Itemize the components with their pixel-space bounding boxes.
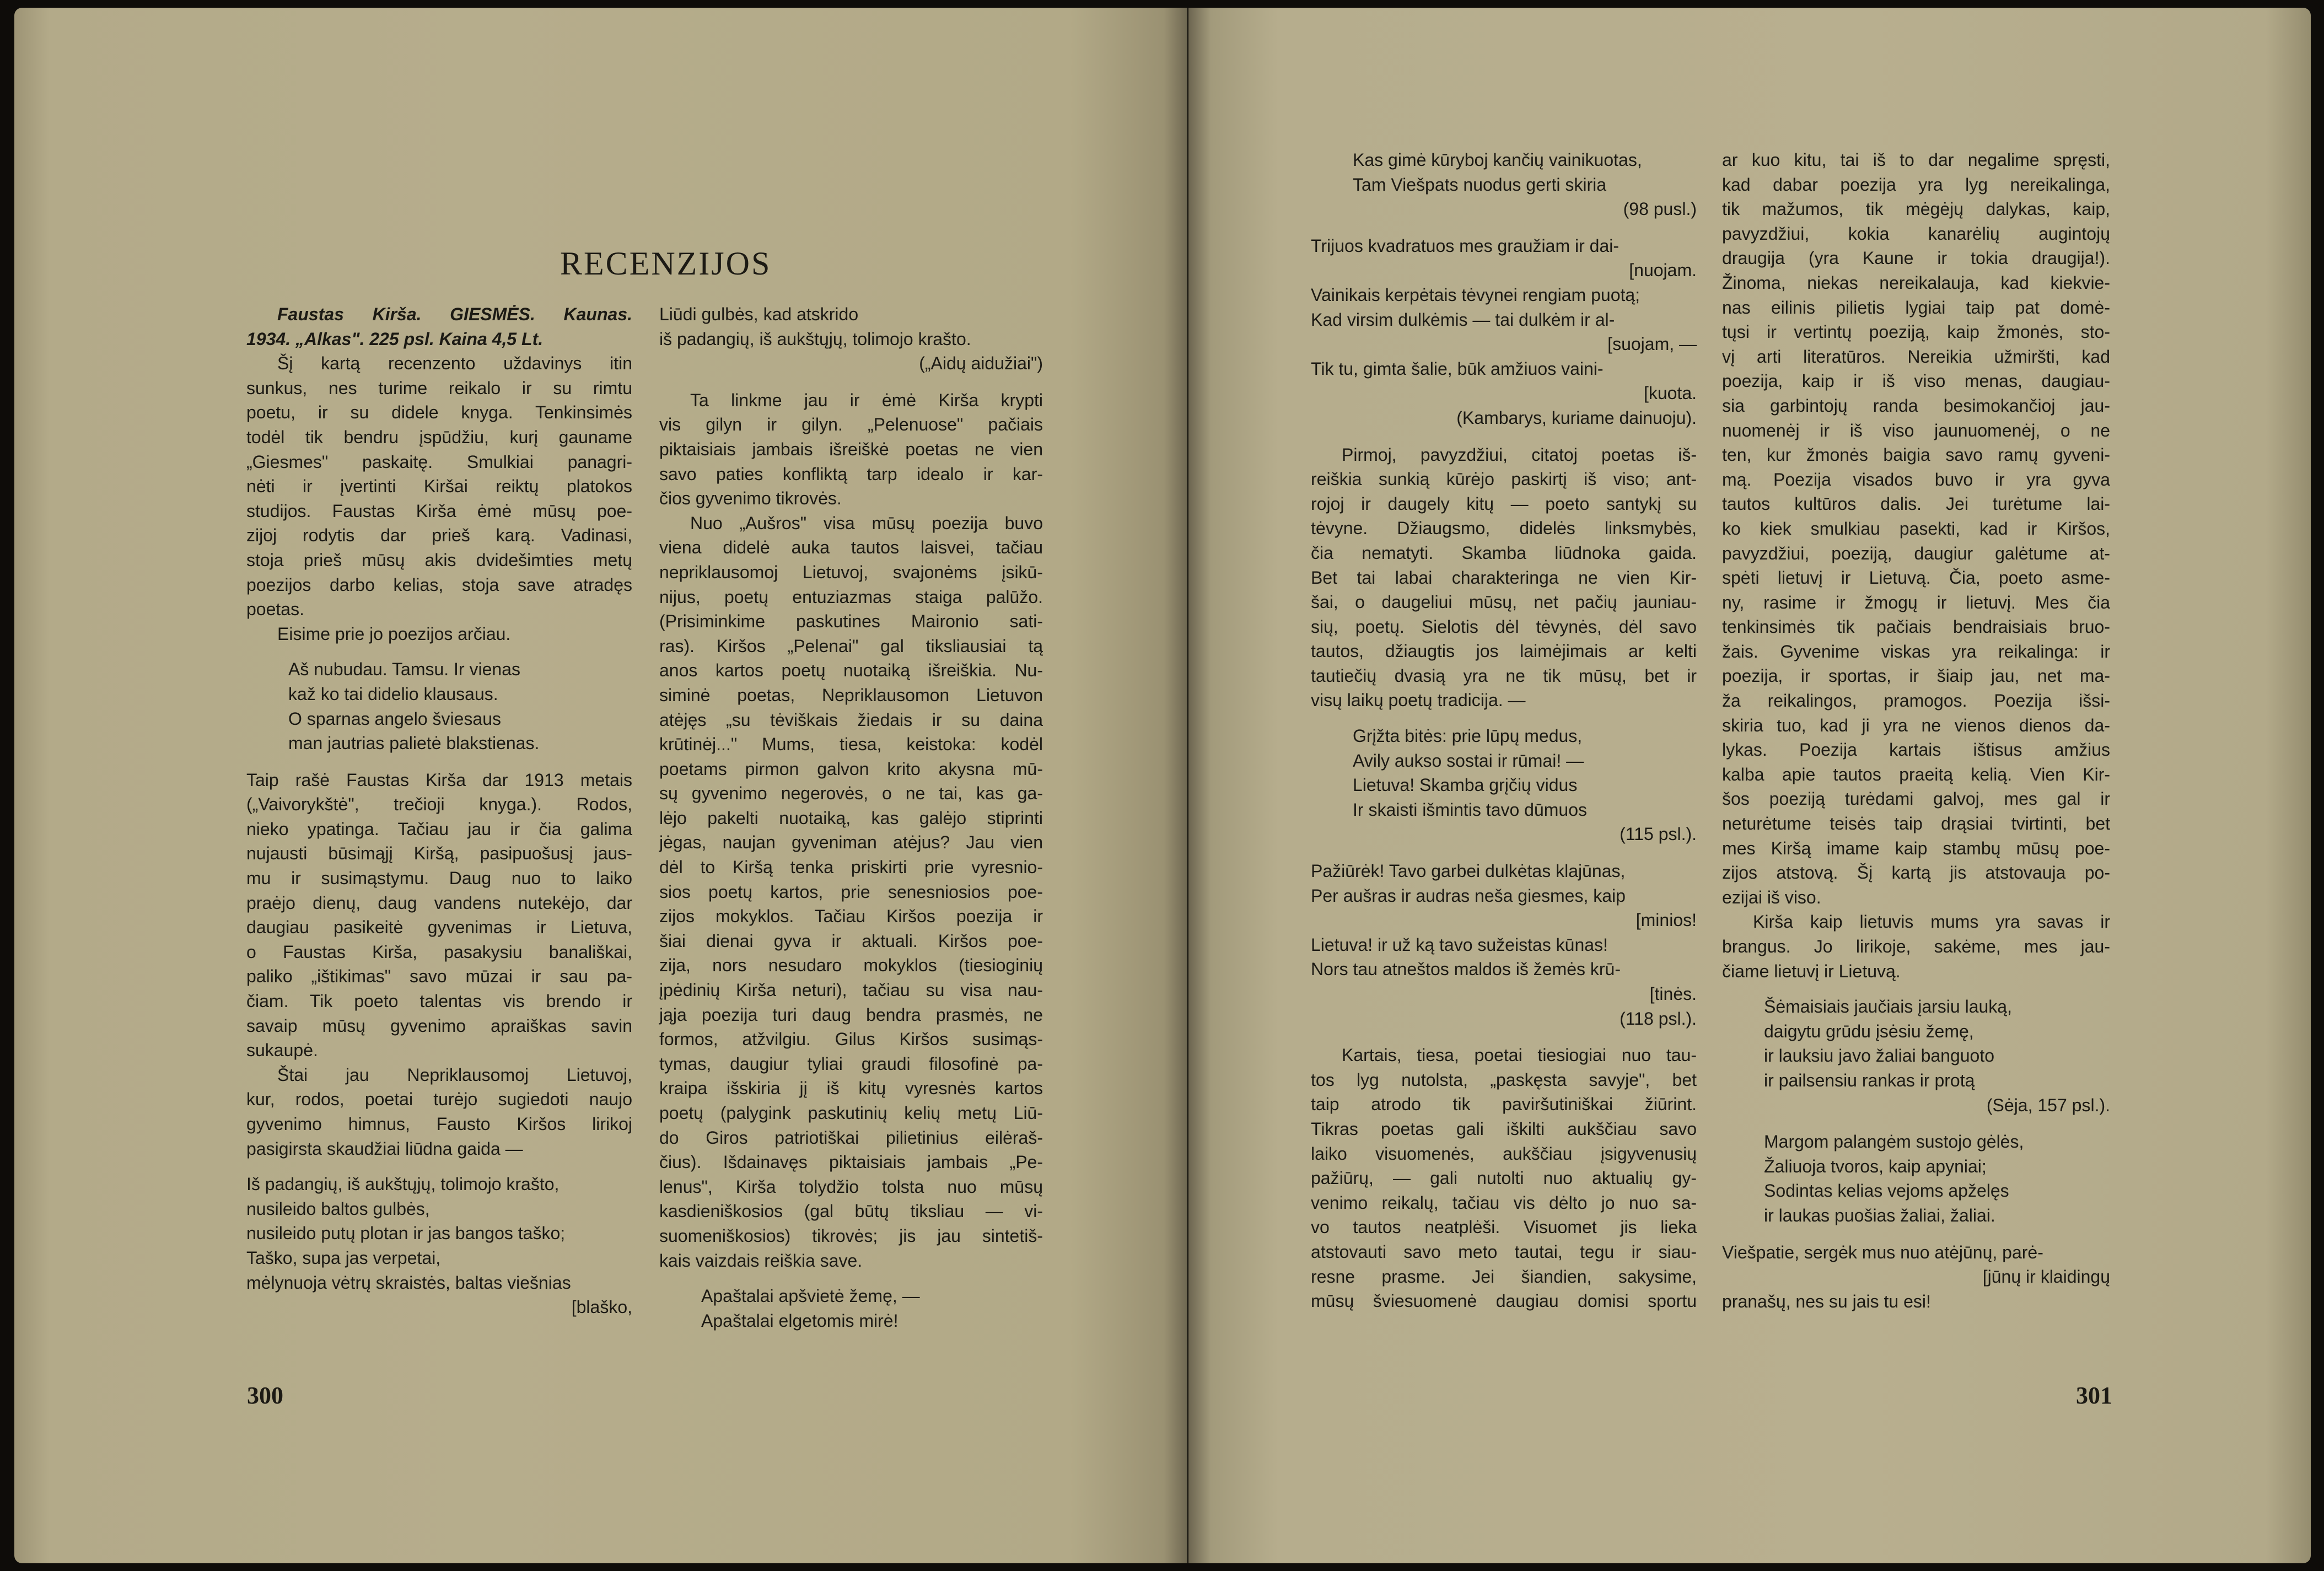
text-line: [nuojam. [1629,260,1697,281]
text-line: spėti lietuvį ir Lietuvą. Čia, poeto asme- [1722,568,2110,588]
text-line: vis gilyn ir gilyn. „Pelenuose" pačiais [659,415,1043,435]
text-line: Žinoma, niekas nereikalauja, kad kiekvie- [1722,272,2110,293]
text-line: daugiau pasikeitė gyvenimas ir Lietuva, [246,917,632,938]
text-line: čiame lietuvį ir Lietuvą. [1722,961,1901,981]
text-line: „Giesmes" paskaitę. Smulkiai panagri- [246,451,632,472]
paragraph [246,1063,632,1161]
text-line: todėl tik bendru įspūdžiu, kurį gauname [246,427,632,447]
text-line: Viešpatie, sergėk mus nuo atėjūnų, parė- [1722,1242,2043,1262]
text-line: taip atrodo tik paviršutiniškai žiūrint. [1311,1094,1697,1115]
text-line: Ta linkme jau ir ėmė Kirša krypti [690,390,1043,410]
text-line: vo tautos neatplėši. Visuomet jis lieka [1311,1217,1697,1238]
text-line: Štai jau Nepriklausomoj Lietuvoj, [277,1064,632,1085]
text-line: pažiūrų, — gali nutolti nuo aktualių gy- [1311,1168,1697,1188]
right-page-column-2 [1722,148,2110,1326]
text-line: pavyzdžiui, kokia kanarėlių augintojų [1722,223,2110,244]
text-line: [minios! [1636,910,1697,930]
text-line: kur, rodos, poetai turėjo sugiedoti naujo [246,1089,632,1110]
text-line: atėjęs „su tėviškais žiedais ir su daina [659,709,1043,730]
text-line: čiam. Tik poeto talentas vis brendo ir [246,991,632,1012]
text-line: (Kambarys, kuriame dainuoju). [1456,407,1697,428]
text-line: Liūdi gulbės, kad atskrido [659,304,859,324]
text-line: čius). Išdainavęs piktaisiais jambais „Pe- [659,1152,1043,1172]
paragraph [1311,1043,1697,1314]
text-line: poezijos darbo kelias, stoja save atradęs [246,574,632,595]
text-line: (Prisiminkime paskutines Maironio sati- [659,611,1043,632]
text-line: ras). Kiršos „Pelenai" gal tiksliausiai tą [659,636,1043,656]
text-line: [blaško, [571,1297,632,1317]
text-line: ny, rasime ir žmogų ir lietuvį. Mes čia [1722,592,2110,612]
text-line: ten, kur žmonės baigia savo ramų gyveni- [1722,445,2110,465]
text-line: čios gyvenimo tikrovės. [659,488,842,509]
text-line: Nors tau atneštos maldos iš žemės krū- [1311,959,1621,980]
text-line: („Aidų aidužiai") [919,353,1043,374]
text-line: nėti ir įvertinti Kiršai reiktų platokos [246,476,632,497]
verse-quote [1311,234,1697,431]
verse-quote [1311,724,1697,847]
verse-quote [1311,859,1697,1031]
text-line: žais. Gyvenime viskas yra reikalinga: ir [1722,641,2110,661]
text-line: Tam Viešpats nuodus gerti skiria [1353,174,1607,195]
text-line: Šį kartą recenzento uždavinys itin [277,353,632,374]
text-line: Ir skaisti išmintis tavo dūmuos [1353,799,1588,820]
paragraph [659,388,1043,511]
text-line: tymas, daugiur tyliai graudi filosofinė pa- [659,1053,1043,1074]
text-line: Tik tu, gimta šalie, būk amžiuos vaini- [1311,358,1604,379]
text-line: zija, nors nesudaro mokyklos (tiesioginių [659,955,1043,976]
text-line: jėgas, naujan gyveniman atėjus? Jau vien [659,832,1043,853]
text-line: Žaliuoja tvoros, kaip apyniai; [1764,1156,1987,1176]
text-line: ar kuo kitu, tai iš to dar negalime spręsti, [1722,150,2110,170]
text-line: 1934. „Alkas". 225 psl. Kaina 4,5 Lt. [246,329,544,349]
text-line: suomeniškosios) tikrovės; jis jau sintetiš- [659,1225,1043,1246]
text-line: mes Kiršą imame kaip stambų mūsų poe- [1722,838,2110,858]
text-line: Šėmaisiais jaučiais įarsiu lauką, [1764,997,2012,1017]
text-line: poetų (palygink paskutinių kelių metų Liū- [659,1103,1043,1123]
text-line: Avily aukso sostai ir rūmai! — [1353,750,1584,771]
text-line: mūsų šviesuomenė daugiau domisi sportu [1311,1291,1697,1311]
text-line: Iš padangių, iš aukštųjų, tolimojo krašto, [246,1174,560,1195]
text-line: ža reikalingos, pramogos. Poezija išsi- [1722,691,2110,711]
text-line: stoja prieš mūsų akis dvidešimties metų [246,550,632,570]
text-line: pasigirsta skaudžiai liūdna gaida — [246,1138,523,1159]
text-line: nas eilinis pilietis lygiai taip pat domė- [1722,297,2110,318]
text-line: kais vaizdais reiškia save. [659,1250,863,1271]
text-line: siminė poetas, Nepriklausomon Lietuvon [659,685,1043,705]
text-line: kaž ko tai didelio klausaus. [288,684,498,704]
text-line: Bet tai labai charakteringa ne vien Kir- [1311,567,1697,588]
text-line: nujausti būsimąjį Kiršą, pasipuošusį jaus- [246,843,632,864]
text-line: gyvenimo himnus, Fausto Kiršos lirikoj [246,1114,632,1134]
text-line: formos, atžvilgiu. Gilus Kiršos susimąs- [659,1029,1043,1050]
text-line: poezija, kaip ir iš viso menas, daugiau- [1722,371,2110,391]
text-line: Margom palangėm sustojo gėlės, [1764,1132,2024,1152]
text-line: Tikras poetas gali iškilti aukščiau savo [1311,1118,1697,1139]
text-line: poetas. [246,599,304,620]
text-line: neturėtume teisės taip drąsiai tvirtinti, bet [1722,814,2110,834]
text-line: anos kartos poetų nuotaiką išreiškia. Nu- [659,660,1043,681]
text-line: studijos. Faustas Kirša ėmė mūsų poe- [246,501,632,521]
text-line: poetams pirmon galvon krito akysna mū- [659,758,1043,779]
text-line: paliko „ištikimas" savo mūzai ir sau pa- [246,966,632,987]
text-line: sų gyvenimo negerovės, o ne tai, kas ga- [659,783,1043,804]
text-line: čia nematyti. Skamba liūdnoka gaida. [1311,542,1697,563]
text-line: tautos, džiaugtis jos laimėjimais ar kelti [1311,641,1697,661]
text-line: lėjo pakelti nuotaiką, kas galėjo stiprinti [659,808,1043,828]
text-line: Kad virsim dulkėmis — tai dulkėm ir al- [1311,309,1615,330]
text-line: įpėdinių Kirša neturi), tačiau su visa nau- [659,980,1043,1000]
verse-quote [659,1284,1043,1333]
text-line: kad dabar poezija yra lyg nereikalinga, [1722,174,2110,195]
text-line: nieko ypatinga. Tačiau jau ir čia galima [246,819,632,839]
text-line: Kas gimė kūryboj kančių vainikuotas, [1353,150,1642,170]
text-line: iš padangių, iš aukštųjų, tolimojo krašto. [659,329,971,349]
text-line: reiškia sunkią kūrėjo paskirtį iš viso; ant- [1311,469,1697,489]
text-line: pranašų, nes su jais tu esi! [1722,1291,1931,1311]
text-line: Lietuva! ir už ką tavo sužeistas kūnas! [1311,934,1608,955]
text-line: skiria tuo, kad ji yra ne vienos dienos da- [1722,715,2110,735]
page-number-right: 301 [2076,1382,2112,1409]
right-page-column-1 [1311,148,1697,1314]
paragraph [1311,443,1697,713]
text-line: Pirmoj, pavyzdžiui, citatoj poetas iš- [1342,444,1697,465]
text-line: Vainikais kerpėtais tėvynei rengiam puotą; [1311,284,1640,305]
text-line: mą. Poezija visados buvo ir yra gyva [1722,469,2110,489]
verse-quote [1722,1240,2110,1314]
text-line: šai, o daugeliui mūsų, net pačių jauniau- [1311,592,1697,612]
paragraph [246,768,632,1063]
text-line: draugija (yra Kaune ir tokia draugija!). [1722,248,2110,268]
text-line: (118 psl.). [1620,1008,1697,1029]
text-line: zijoj rodytis dar prieš karą. Vadinasi, [246,525,632,546]
text-line: rojoj ir daugely kitų — poeto santykį su [1311,493,1697,514]
text-line: tųsi ir vertintų poeziją, kaip žmonės, sto- [1722,322,2110,342]
text-line: kraipa išskiria jį iš kitų vyresnės kartos [659,1078,1043,1099]
verse-quote [246,1172,632,1320]
text-line: sunkus, nes turime reikalo ir su rimtu [246,378,632,398]
text-line: atstovauti savo meto tautai, tegu ir siau- [1311,1241,1697,1262]
text-line: sukaupė. [246,1040,318,1061]
text-line: krūtinėj..." Mums, tiesa, keistoka: kodėl [659,734,1043,755]
text-line: [jūnų ir klaidingų [1982,1267,2110,1287]
text-line: zijos atstovą. Šį kartą jis atstovauja po- [1722,863,2110,883]
text-line: šiai dienai gyva ir aktuali. Kiršos poe- [659,930,1043,951]
text-line: Apaštalai apšvietė žemę, — [701,1286,920,1306]
verse-quote [1722,1129,2110,1228]
verse-quote [1722,994,2110,1117]
text-line: savaip mūsų gyvenimo apraiškas savin [246,1015,632,1036]
text-line: Apaštalai elgetomis mirė! [701,1310,899,1331]
text-line: tautos kultūros dalis. Jei turėtume lai- [1722,494,2110,514]
paragraph [1722,910,2110,983]
verse-quote [1311,148,1697,222]
paragraph [246,622,632,647]
text-line: Kirša kaip lietuvis mums yra savas ir [1753,912,2110,932]
text-line: tenkinsimės tik pačiais bendraisiais bruo- [1722,617,2110,637]
text-line: Pažiūrėk! Tavo garbei dulkėtas klajūnas, [1311,861,1626,881]
text-line: O sparnas angelo šviesaus [288,708,501,729]
text-line: sia garbintojų randa besimokančioj jau- [1722,395,2110,416]
verse-quote [246,657,632,755]
text-line: Taško, supa jas verpetai, [246,1247,441,1268]
text-line: zijos mokyklos. Tačiau Kiršos poezija ir [659,906,1043,927]
text-line: tos lyg nutolsta, „paskęsta savyje", bet [1311,1069,1697,1090]
text-line: šos poeziją turėdami galvoj, mes gal ir [1722,789,2110,809]
text-line: pavyzdžiui, poeziją, daugiur galėtume at- [1722,543,2110,563]
text-line: lenus", Kirša tolydžio tolsta nuo mūsų [659,1176,1043,1197]
text-line: do Giros patriotiškai pilietinius eilėraš- [659,1127,1043,1148]
text-line: nuomenėj ir iš viso jaunuomenėj, o ne [1722,420,2110,440]
text-line: poetu, ir su didele knyga. Tenkinsimės [246,402,632,423]
text-line: nijus, poetų entuziazmas staiga palūžo. [659,587,1043,607]
text-line: kalba apie tautos praeitą kelią. Vien Kir- [1722,764,2110,784]
text-line: („Vaivorykštė", trečioji knyga.). Rodos, [246,794,632,815]
text-line: nusileido putų plotan ir jas bangos taško; [246,1223,566,1244]
page-number-left: 300 [247,1382,283,1409]
section-title: RECENZIJOS [560,245,772,282]
text-line: (115 psl.). [1620,824,1697,844]
text-line: ezijai iš viso. [1722,887,1821,907]
text-line: nusileido baltos gulbės, [246,1198,430,1219]
paragraph [246,351,632,622]
text-line: Lietuva! Skamba grįčių vidus [1353,775,1578,795]
text-line: savo paties konfliktą tarp idealo ir kar- [659,464,1043,484]
text-line: praėjo dienų, daug vandens nutekėjo, dar [246,892,632,913]
left-page-column-2 [659,302,1043,1345]
text-line: Faustas Kirša. GIESMĖS. Kaunas. [277,304,632,324]
text-line: Sodintas kelias vejoms apželęs [1764,1181,2009,1201]
text-line: brangus. Jo lirikoje, sakėme, mes jau- [1722,937,2110,956]
text-line: mėlynuoja vėtrų skraistės, baltas viešnias [246,1272,571,1293]
text-line: (Sėja, 157 psl.). [1986,1095,2110,1115]
text-line: viena didelė auka tautos laisvei, tačiau [659,537,1043,558]
text-line: tėvyne. Džiaugsmo, didelės linksmybės, [1311,518,1697,539]
text-line: Trijuos kvadratuos mes graužiam ir dai- [1311,235,1619,256]
text-line: lykas. Poezija kartais ištisus amžius [1722,740,2110,760]
verse-quote [659,302,1043,376]
text-line: sios poetų kartos, prie senesniosios poe- [659,881,1043,902]
text-line: Nuo „Aušros" visa mūsų poezija buvo [690,513,1043,533]
review-heading [246,302,632,351]
text-line: vį arti literatūros. Nereikia užmiršti, kad [1722,346,2110,367]
text-line: (98 pusl.) [1623,199,1697,219]
text-line: tautiečių dvasią yra ne tik mūsų, bet ir [1311,665,1697,686]
text-line: ir laukas puošias žaliai, žaliai. [1764,1205,1995,1225]
text-line: Per aušras ir audras neša giesmes, kaip [1311,885,1626,906]
text-line: man jautrias palietė blakstienas. [288,733,540,754]
text-line: Aš nubudau. Tamsu. Ir vienas [288,659,520,680]
left-page-column-1 [246,302,632,1332]
text-line: Taip rašė Faustas Kirša dar 1913 metais [246,770,632,790]
text-line: ir pailsensiu rankas ir protą [1764,1070,1975,1090]
text-line: piktaisiais jambais išreiškė poetas ne vien [659,439,1043,459]
text-line: Grįžta bitės: prie lūpų medus, [1353,726,1583,746]
text-line: ir lauksiu javo žaliai banguoto [1764,1046,1995,1066]
text-line: Eisime prie jo poezijos arčiau. [277,623,511,644]
text-line: tik mažumos, tik mėgėjų dalykas, kaip, [1722,199,2110,219]
text-line: jąja poezija turi daug bendra prasmės, ne [659,1004,1043,1025]
text-line: [kuota. [1643,383,1697,403]
paragraph [1722,148,2110,910]
text-line: sių, poetų. Sielotis dėl tėvynės, dėl savo [1311,616,1697,637]
text-line: poezija, ir sportas, ir šiaip jau, net ma- [1722,666,2110,686]
text-line: ko kiek smulkiau pasekti, kad ir Kiršos, [1722,518,2110,539]
text-line: mu ir susimąstymu. Daug nuo to laiko [246,868,632,889]
paragraph [659,511,1043,1273]
text-line: o Faustas Kirša, pasakysiu banališkai, [246,941,632,962]
text-line: kasdieniškosios (gal būtų tiksliau — vi- [659,1201,1043,1222]
text-line: laiko visuomenės, aukščiau įsigyvenusių [1311,1143,1697,1164]
text-line: [suojam, — [1607,334,1697,354]
text-line: Kartais, tiesa, poetai tiesiogiai nuo tau- [1342,1045,1697,1066]
text-line: venimo reikalų, tačiau vis dėlto jo nuo sa- [1311,1192,1697,1213]
text-line: visų laikų poetų tradicija. — [1311,690,1526,711]
text-line: [tinės. [1649,984,1697,1004]
text-line: resne prasme. Jei šiandien, sakysime, [1311,1266,1697,1287]
text-line: dėl to Kiršą tenka priskirti prie vyresnio- [659,857,1043,878]
text-line: daigytu grūdu įsėsiu žemę, [1764,1021,1974,1041]
text-line: nepriklausomoj Lietuvoj, svajonėms įsikū- [659,562,1043,582]
